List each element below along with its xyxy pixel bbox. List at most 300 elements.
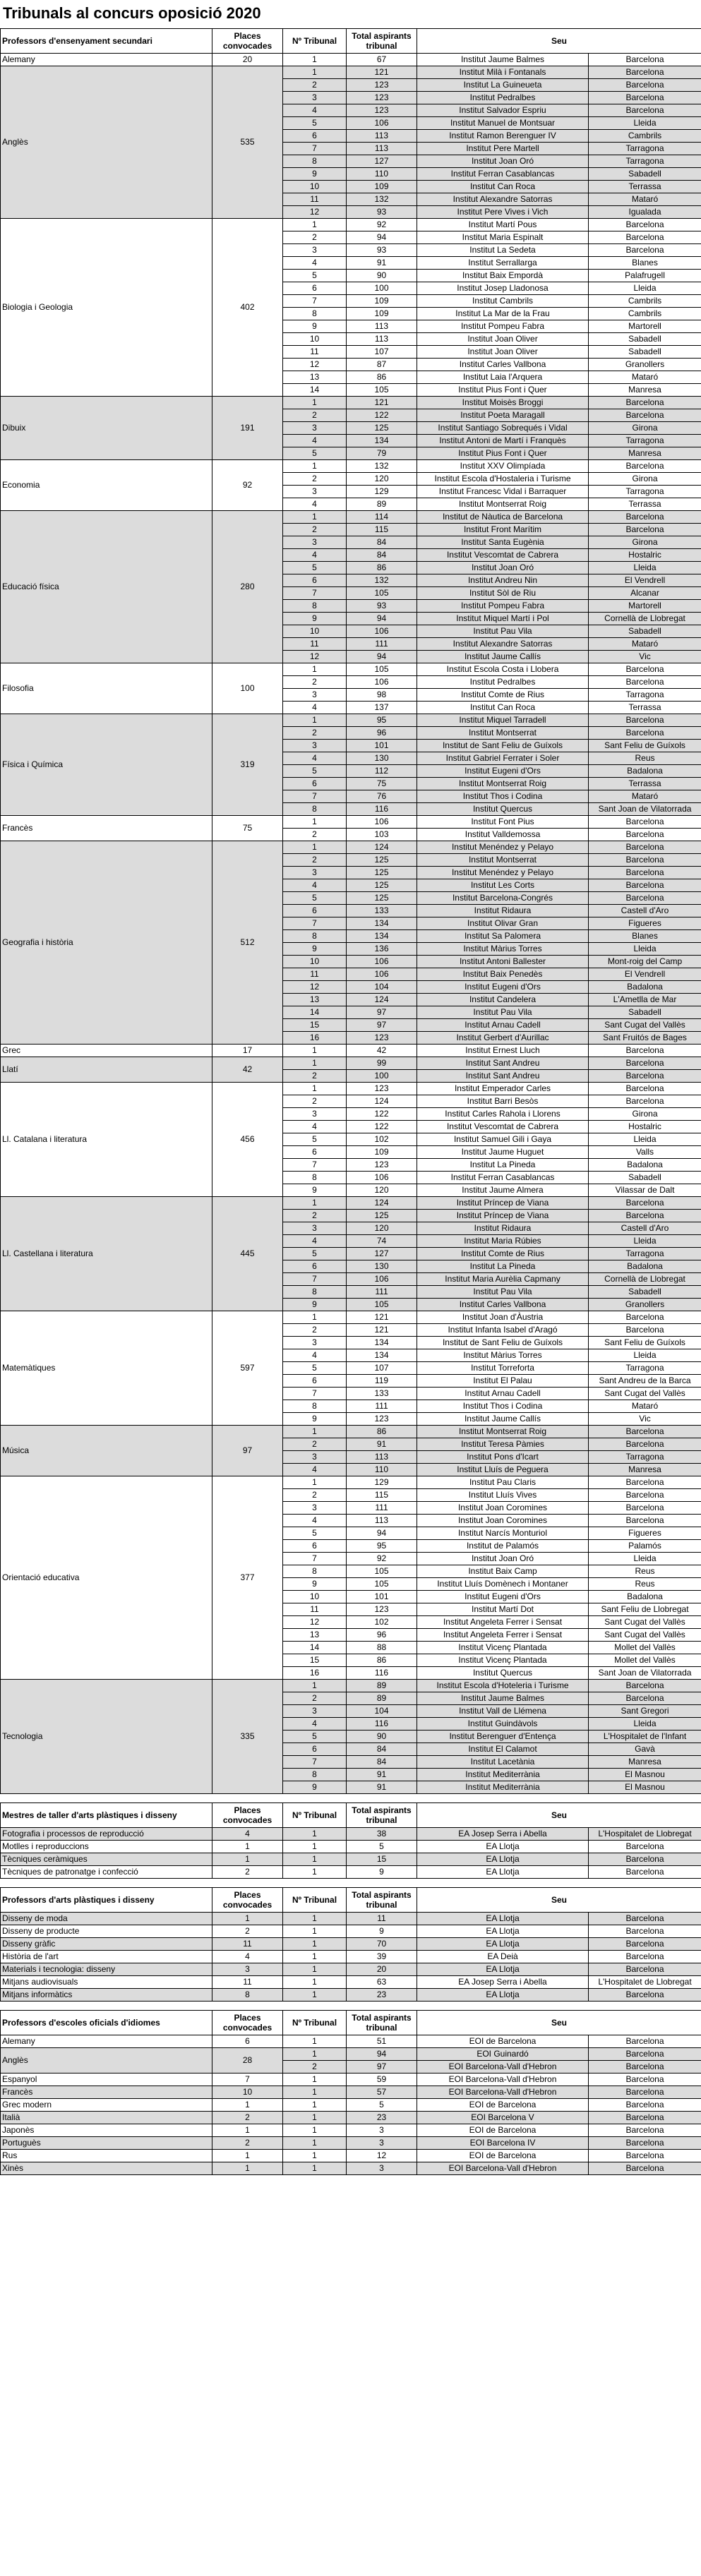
- aspirants-cell: 97: [347, 1019, 417, 1032]
- city-cell: Tarragona: [589, 1362, 701, 1375]
- city-cell: Sant Gregori: [589, 1705, 701, 1718]
- city-cell: Sant Cugat del Vallès: [589, 1616, 701, 1629]
- city-cell: Barcelona: [589, 1680, 701, 1692]
- city-cell: Barcelona: [589, 1951, 701, 1963]
- institution-cell: Institut Laia l'Arquera: [417, 371, 589, 384]
- city-cell: Sant Feliu de Guíxols: [589, 1337, 701, 1349]
- aspirants-cell: 121: [347, 397, 417, 409]
- aspirants-cell: 9: [347, 1925, 417, 1938]
- institution-cell: Institut Emperador Carles: [417, 1083, 589, 1095]
- institution-cell: Institut Samuel Gili i Gaya: [417, 1133, 589, 1146]
- aspirants-cell: 94: [347, 1527, 417, 1540]
- tribunal-number-cell: 1: [283, 1925, 347, 1938]
- subject-cell: Educació física: [1, 511, 212, 663]
- city-cell: El Masnou: [589, 1769, 701, 1781]
- institution-cell: Institut La Mar de la Frau: [417, 308, 589, 320]
- tribunal-number-cell: 6: [283, 282, 347, 295]
- places-cell: 4: [212, 1951, 283, 1963]
- institution-cell: Institut Josep Lladonosa: [417, 282, 589, 295]
- city-cell: Barcelona: [589, 879, 701, 892]
- city-cell: Palafrugell: [589, 270, 701, 282]
- institution-cell: Institut Maria Espinalt: [417, 231, 589, 244]
- aspirants-cell: 104: [347, 981, 417, 994]
- tribunal-number-cell: 2: [283, 473, 347, 486]
- institution-cell: Institut Màrius Torres: [417, 943, 589, 956]
- city-cell: Barcelona: [589, 1083, 701, 1095]
- aspirants-cell: 134: [347, 1337, 417, 1349]
- places-cell: 191: [212, 397, 283, 460]
- city-cell: Barcelona: [589, 816, 701, 829]
- tribunal-number-cell: 5: [283, 270, 347, 282]
- city-cell: Mont-roig del Camp: [589, 956, 701, 968]
- subject-cell: Espanyol: [1, 2074, 212, 2086]
- city-cell: Barcelona: [589, 2162, 701, 2175]
- aspirants-cell: 94: [347, 613, 417, 625]
- city-cell: Manresa: [589, 1756, 701, 1769]
- city-cell: Tarragona: [589, 155, 701, 168]
- aspirants-cell: 120: [347, 1184, 417, 1197]
- table-row: [1, 714, 701, 727]
- aspirants-cell: 84: [347, 536, 417, 549]
- city-cell: Lleida: [589, 1718, 701, 1731]
- aspirants-cell: 134: [347, 1349, 417, 1362]
- city-cell: Barcelona: [589, 892, 701, 905]
- institution-cell: Institut Príncep de Viana: [417, 1197, 589, 1210]
- institution-cell: Institut Comte de Rius: [417, 1248, 589, 1260]
- table-row: [1, 663, 701, 676]
- aspirants-cell: 92: [347, 219, 417, 231]
- tribunal-number-cell: 10: [283, 333, 347, 346]
- city-cell: Reus: [589, 1578, 701, 1591]
- places-cell: 8: [212, 1989, 283, 2002]
- tribunal-number-cell: 8: [283, 155, 347, 168]
- subject-cell: Dibuix: [1, 397, 212, 460]
- institution-cell: Institut Joan Coromines: [417, 1502, 589, 1515]
- tribunal-number-cell: 6: [283, 905, 347, 917]
- city-cell: Cambrils: [589, 308, 701, 320]
- institution-cell: Institut Maria Rúbies: [417, 1235, 589, 1248]
- table-row: [1, 1938, 701, 1951]
- tribunal-number-cell: 3: [283, 867, 347, 879]
- tribunal-number-cell: 1: [283, 1976, 347, 1989]
- institution-cell: Institut Torreforta: [417, 1362, 589, 1375]
- institution-cell: Institut Barcelona-Congrés: [417, 892, 589, 905]
- table-row: [1, 2112, 701, 2124]
- tribunal-number-cell: 1: [283, 2112, 347, 2124]
- aspirants-cell: 113: [347, 143, 417, 155]
- institution-cell: EOI Barcelona-Vall d'Hebron: [417, 2074, 589, 2086]
- institution-cell: Institut Infanta Isabel d'Aragó: [417, 1324, 589, 1337]
- city-cell: Barcelona: [589, 104, 701, 117]
- table-row: [1, 2099, 701, 2112]
- institution-cell: Institut Valldemossa: [417, 829, 589, 841]
- aspirants-cell: 105: [347, 1565, 417, 1578]
- tribunal-number-cell: 2: [283, 854, 347, 867]
- city-cell: Badalona: [589, 1591, 701, 1603]
- aspirants-cell: 5: [347, 1841, 417, 1853]
- city-cell: Badalona: [589, 1159, 701, 1172]
- city-cell: Barcelona: [589, 2061, 701, 2074]
- city-cell: Sant Joan de Vilatorrada: [589, 803, 701, 816]
- places-cell: 535: [212, 66, 283, 219]
- institution-cell: Institut Pau Vila: [417, 625, 589, 638]
- tribunal-number-cell: 1: [283, 1057, 347, 1070]
- aspirants-cell: 106: [347, 625, 417, 638]
- city-cell: Barcelona: [589, 524, 701, 536]
- city-cell: Terrassa: [589, 702, 701, 714]
- tribunal-number-cell: 2: [283, 409, 347, 422]
- aspirants-cell: 124: [347, 1095, 417, 1108]
- aspirants-cell: 113: [347, 320, 417, 333]
- institution-cell: EOI Barcelona-Vall d'Hebron: [417, 2162, 589, 2175]
- aspirants-cell: 100: [347, 1070, 417, 1083]
- institution-cell: Institut de Nàutica de Barcelona: [417, 511, 589, 524]
- aspirants-cell: 123: [347, 79, 417, 92]
- city-cell: Sabadell: [589, 333, 701, 346]
- institution-cell: Institut Montserrat Roig: [417, 498, 589, 511]
- aspirants-cell: 75: [347, 778, 417, 790]
- subject-cell: Portuguès: [1, 2137, 212, 2150]
- tribunal-number-cell: 2: [283, 1324, 347, 1337]
- tribunal-number-cell: 7: [283, 587, 347, 600]
- city-cell: Mataró: [589, 371, 701, 384]
- tribunal-number-cell: 1: [283, 460, 347, 473]
- tribunal-number-cell: 10: [283, 1591, 347, 1603]
- institution-cell: Institut Lluís Vives: [417, 1489, 589, 1502]
- aspirants-cell: 67: [347, 54, 417, 66]
- city-cell: Sabadell: [589, 1172, 701, 1184]
- institution-cell: Institut Príncep de Viana: [417, 1210, 589, 1222]
- city-cell: Barcelona: [589, 2112, 701, 2124]
- institution-cell: Institut Pius Font i Quer: [417, 447, 589, 460]
- places-cell: 1: [212, 1841, 283, 1853]
- places-cell: 1: [212, 1913, 283, 1925]
- city-cell: L'Ametlla de Mar: [589, 994, 701, 1006]
- places-cell: 1: [212, 2162, 283, 2175]
- tribunal-number-cell: 4: [283, 879, 347, 892]
- subject-cell: Biologia i Geologia: [1, 219, 212, 397]
- institution-cell: Institut Ernest Lluch: [417, 1045, 589, 1057]
- city-cell: Barcelona: [589, 1692, 701, 1705]
- tribunal-number-cell: 3: [283, 1337, 347, 1349]
- institution-cell: Institut Comte de Rius: [417, 689, 589, 702]
- aspirants-cell: 119: [347, 1375, 417, 1388]
- tribunal-number-cell: 5: [283, 892, 347, 905]
- institution-cell: Institut Baix Empordà: [417, 270, 589, 282]
- city-cell: El Vendrell: [589, 968, 701, 981]
- city-cell: Cornellà de Llobregat: [589, 1273, 701, 1286]
- institution-cell: Institut Lluís Domènech i Montaner: [417, 1578, 589, 1591]
- institution-cell: Institut Montserrat Roig: [417, 778, 589, 790]
- aspirants-cell: 120: [347, 1222, 417, 1235]
- aspirants-cell: 132: [347, 574, 417, 587]
- tribunal-number-cell: 6: [283, 1375, 347, 1388]
- subject-cell: Alemany: [1, 2035, 212, 2048]
- city-cell: Hostalric: [589, 549, 701, 562]
- city-cell: Lleida: [589, 117, 701, 130]
- tribunal-number-cell: 4: [283, 1349, 347, 1362]
- table-row: [1, 1828, 701, 1841]
- aspirants-cell: 121: [347, 66, 417, 79]
- tribunal-number-cell: 9: [283, 1413, 347, 1426]
- tribunal-number-cell: 1: [283, 1951, 347, 1963]
- institution-cell: Institut Carles Vallbona: [417, 1299, 589, 1311]
- city-cell: Mataró: [589, 638, 701, 651]
- aspirants-cell: 90: [347, 270, 417, 282]
- aspirants-cell: 101: [347, 740, 417, 752]
- aspirants-cell: 101: [347, 1591, 417, 1603]
- institution-cell: Institut Eugeni d'Ors: [417, 981, 589, 994]
- aspirants-cell: 130: [347, 1260, 417, 1273]
- subject-cell: Tecnologia: [1, 1680, 212, 1794]
- institution-cell: Institut Lacetània: [417, 1756, 589, 1769]
- table-row: [1, 1913, 701, 1925]
- institution-cell: Institut Jaume Callís: [417, 1413, 589, 1426]
- city-cell: Barcelona: [589, 511, 701, 524]
- city-cell: Mataró: [589, 1400, 701, 1413]
- aspirants-cell: 91: [347, 1438, 417, 1451]
- aspirants-cell: 100: [347, 282, 417, 295]
- city-cell: Sant Fruitós de Bages: [589, 1032, 701, 1045]
- tribunal-number-cell: 6: [283, 1260, 347, 1273]
- aspirants-cell: 134: [347, 930, 417, 943]
- city-cell: Blanes: [589, 257, 701, 270]
- institution-cell: Institut Ramon Berenguer IV: [417, 130, 589, 143]
- city-cell: Barcelona: [589, 867, 701, 879]
- city-cell: Barcelona: [589, 1070, 701, 1083]
- places-cell: 75: [212, 816, 283, 841]
- aspirants-cell: 20: [347, 1963, 417, 1976]
- tribunal-number-cell: 1: [283, 2150, 347, 2162]
- tribunal-number-cell: 2: [283, 79, 347, 92]
- tribunal-number-cell: 9: [283, 613, 347, 625]
- places-cell: 10: [212, 2086, 283, 2099]
- city-cell: Barcelona: [589, 231, 701, 244]
- institution-cell: Institut Jaume Almera: [417, 1184, 589, 1197]
- aspirants-cell: 97: [347, 1006, 417, 1019]
- city-cell: Barcelona: [589, 1438, 701, 1451]
- institution-cell: Institut Vescomtat de Cabrera: [417, 549, 589, 562]
- institution-cell: Institut Cambrils: [417, 295, 589, 308]
- aspirants-cell: 106: [347, 1273, 417, 1286]
- aspirants-cell: 86: [347, 1654, 417, 1667]
- institution-cell: Institut Gerbert d'Aurillac: [417, 1032, 589, 1045]
- city-cell: Cambrils: [589, 130, 701, 143]
- tribunal-number-cell: 13: [283, 371, 347, 384]
- aspirants-cell: 121: [347, 1324, 417, 1337]
- aspirants-cell: 106: [347, 676, 417, 689]
- city-cell: Barcelona: [589, 2086, 701, 2099]
- aspirants-cell: 105: [347, 1299, 417, 1311]
- subject-cell: Tècniques de patronatge i confecció: [1, 1866, 212, 1879]
- aspirants-cell: 134: [347, 435, 417, 447]
- tribunal-number-cell: 2: [283, 727, 347, 740]
- institution-cell: EOI Barcelona IV: [417, 2137, 589, 2150]
- subject-cell: Geografia i història: [1, 841, 212, 1045]
- table-row: [1, 816, 701, 829]
- aspirants-cell: 104: [347, 1705, 417, 1718]
- tribunal-number-cell: 12: [283, 981, 347, 994]
- tribunal-number-cell: 4: [283, 104, 347, 117]
- aspirants-cell: 99: [347, 1057, 417, 1070]
- institution-cell: Institut Màrius Torres: [417, 1349, 589, 1362]
- tribunal-number-cell: 12: [283, 651, 347, 663]
- institution-cell: Institut Miquel Martí i Pol: [417, 613, 589, 625]
- table-row: [1, 2035, 701, 2048]
- aspirants-cell: 107: [347, 346, 417, 359]
- subject-cell: Física i Química: [1, 714, 212, 816]
- aspirants-cell: 115: [347, 1489, 417, 1502]
- tribunal-number-cell: 5: [283, 1133, 347, 1146]
- table-row: [1, 2048, 701, 2061]
- aspirants-cell: 113: [347, 333, 417, 346]
- tribunal-number-cell: 8: [283, 1172, 347, 1184]
- subject-cell: Anglès: [1, 2048, 212, 2074]
- city-cell: El Masnou: [589, 1781, 701, 1794]
- column-header: Seu: [417, 29, 701, 54]
- places-cell: 17: [212, 1045, 283, 1057]
- city-cell: Terrassa: [589, 498, 701, 511]
- tribunal-number-cell: 6: [283, 778, 347, 790]
- city-cell: Mataró: [589, 790, 701, 803]
- tribunal-number-cell: 1: [283, 2086, 347, 2099]
- tribunal-number-cell: 6: [283, 130, 347, 143]
- city-cell: Barcelona: [589, 1938, 701, 1951]
- aspirants-cell: 93: [347, 206, 417, 219]
- tribunal-number-cell: 9: [283, 1299, 347, 1311]
- tribunal-number-cell: 7: [283, 1756, 347, 1769]
- tribunal-number-cell: 1: [283, 219, 347, 231]
- tribunal-number-cell: 10: [283, 181, 347, 193]
- institution-cell: Institut Thos i Codina: [417, 790, 589, 803]
- aspirants-cell: 42: [347, 1045, 417, 1057]
- aspirants-cell: 133: [347, 1388, 417, 1400]
- column-header: Places convocades: [212, 1803, 283, 1828]
- tribunal-number-cell: 9: [283, 168, 347, 181]
- aspirants-cell: 116: [347, 803, 417, 816]
- city-cell: Barcelona: [589, 2074, 701, 2086]
- institution-cell: Institut Poeta Maragall: [417, 409, 589, 422]
- city-cell: Lleida: [589, 1349, 701, 1362]
- tribunal-number-cell: 10: [283, 956, 347, 968]
- tribunal-number-cell: 1: [283, 2035, 347, 2048]
- table-row: [1, 219, 701, 231]
- tribunal-number-cell: 9: [283, 943, 347, 956]
- aspirants-cell: 132: [347, 460, 417, 473]
- institution-cell: Institut Vescomtat de Cabrera: [417, 1121, 589, 1133]
- tribunal-number-cell: 6: [283, 1743, 347, 1756]
- city-cell: Barcelona: [589, 714, 701, 727]
- aspirants-cell: 23: [347, 1989, 417, 2002]
- institution-cell: EOI Barcelona-Vall d'Hebron: [417, 2086, 589, 2099]
- aspirants-cell: 116: [347, 1718, 417, 1731]
- table-row: [1, 1057, 701, 1070]
- aspirants-cell: 105: [347, 384, 417, 397]
- city-cell: Girona: [589, 1108, 701, 1121]
- institution-cell: Institut Olivar Gran: [417, 917, 589, 930]
- aspirants-cell: 93: [347, 244, 417, 257]
- tribunal-number-cell: 1: [283, 1426, 347, 1438]
- institution-cell: EA Llotja: [417, 1913, 589, 1925]
- institution-cell: Institut Les Corts: [417, 879, 589, 892]
- aspirants-cell: 132: [347, 193, 417, 206]
- city-cell: Barcelona: [589, 460, 701, 473]
- institution-cell: Institut Joan Oró: [417, 562, 589, 574]
- tribunal-number-cell: 10: [283, 625, 347, 638]
- tribunal-number-cell: 2: [283, 1438, 347, 1451]
- city-cell: Barcelona: [589, 397, 701, 409]
- city-cell: Barcelona: [589, 1324, 701, 1337]
- aspirants-cell: 116: [347, 1667, 417, 1680]
- aspirants-cell: 125: [347, 854, 417, 867]
- city-cell: Reus: [589, 752, 701, 765]
- tribunal-number-cell: 1: [283, 54, 347, 66]
- aspirants-cell: 125: [347, 867, 417, 879]
- city-cell: Barcelona: [589, 1426, 701, 1438]
- city-cell: Manresa: [589, 447, 701, 460]
- aspirants-cell: 79: [347, 447, 417, 460]
- city-cell: Gavà: [589, 1743, 701, 1756]
- aspirants-cell: 124: [347, 841, 417, 854]
- tribunal-number-cell: 1: [283, 1853, 347, 1866]
- aspirants-cell: 3: [347, 2162, 417, 2175]
- places-cell: 280: [212, 511, 283, 663]
- column-header: Total aspirants tribunal: [347, 29, 417, 54]
- tribunal-number-cell: 8: [283, 308, 347, 320]
- institution-cell: Institut Angeleta Ferrer i Sensat: [417, 1629, 589, 1642]
- city-cell: Sabadell: [589, 625, 701, 638]
- institution-cell: Institut Jaume Balmes: [417, 1692, 589, 1705]
- aspirants-cell: 86: [347, 1426, 417, 1438]
- aspirants-cell: 122: [347, 409, 417, 422]
- aspirants-cell: 103: [347, 829, 417, 841]
- table-row: [1, 397, 701, 409]
- tribunal-number-cell: 1: [283, 66, 347, 79]
- aspirants-cell: 93: [347, 600, 417, 613]
- tribunal-number-cell: 3: [283, 740, 347, 752]
- tribunal-number-cell: 11: [283, 1603, 347, 1616]
- aspirants-cell: 111: [347, 1286, 417, 1299]
- aspirants-cell: 39: [347, 1951, 417, 1963]
- institution-cell: Institut Barri Besòs: [417, 1095, 589, 1108]
- city-cell: Blanes: [589, 930, 701, 943]
- institution-cell: Institut Can Roca: [417, 702, 589, 714]
- subject-cell: Xinès: [1, 2162, 212, 2175]
- city-cell: Sabadell: [589, 346, 701, 359]
- city-cell: Martorell: [589, 320, 701, 333]
- aspirants-cell: 91: [347, 257, 417, 270]
- tribunal-number-cell: 4: [283, 257, 347, 270]
- city-cell: Tarragona: [589, 143, 701, 155]
- subject-cell: Ll. Catalana i literatura: [1, 1083, 212, 1197]
- institution-cell: Institut Teresa Pàmies: [417, 1438, 589, 1451]
- aspirants-cell: 9: [347, 1866, 417, 1879]
- tribunal-number-cell: 3: [283, 1705, 347, 1718]
- places-cell: 7: [212, 2074, 283, 2086]
- institution-cell: Institut Joan Oró: [417, 1553, 589, 1565]
- aspirants-cell: 96: [347, 1629, 417, 1642]
- column-header: Seu: [417, 1803, 701, 1828]
- column-header: Total aspirants tribunal: [347, 2011, 417, 2035]
- tribunal-number-cell: 3: [283, 1451, 347, 1464]
- tribunal-number-cell: 2: [283, 2061, 347, 2074]
- city-cell: Mollet del Vallès: [589, 1642, 701, 1654]
- city-cell: Alcanar: [589, 587, 701, 600]
- aspirants-cell: 134: [347, 917, 417, 930]
- aspirants-cell: 115: [347, 524, 417, 536]
- table-row: [1, 2074, 701, 2086]
- city-cell: Sant Cugat del Vallès: [589, 1388, 701, 1400]
